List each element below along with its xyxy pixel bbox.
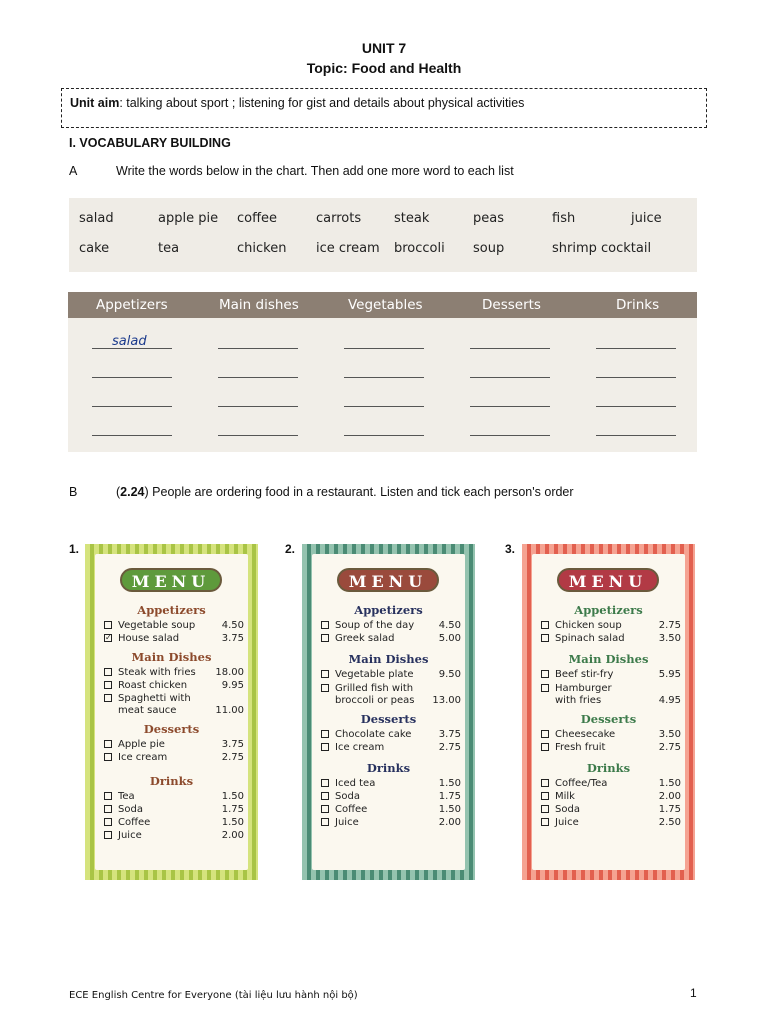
unit-aim-text: : talking about sport ; listening for gist and details about physical activities <box>119 96 525 110</box>
item-name: Milk <box>555 791 575 802</box>
item-price: 18.00 <box>215 667 244 678</box>
menu-card-2 <box>302 544 475 880</box>
checkbox[interactable] <box>104 753 112 761</box>
answer-blank[interactable] <box>596 435 676 436</box>
checkbox[interactable] <box>541 792 549 800</box>
unit-aim-box <box>61 88 707 128</box>
menu-number-3: 3. <box>505 542 516 556</box>
col-vegetables: Vegetables <box>348 297 423 313</box>
item-price: 5.00 <box>438 633 461 644</box>
menu-number-2: 2. <box>285 542 296 556</box>
answer-blank[interactable] <box>470 377 550 378</box>
checkbox[interactable] <box>321 805 329 813</box>
item-price: 2.75 <box>221 752 244 763</box>
checkbox[interactable] <box>321 743 329 751</box>
col-main-dishes: Main dishes <box>219 297 299 313</box>
answer-blank[interactable] <box>218 377 298 378</box>
checkbox[interactable] <box>541 634 549 642</box>
checkbox[interactable] <box>321 730 329 738</box>
checkbox[interactable] <box>541 621 549 629</box>
item-name-line2: with fries <box>555 695 602 706</box>
item-price: 3.75 <box>221 739 244 750</box>
item-name: Soda <box>118 804 143 815</box>
item-price: 3.50 <box>658 729 681 740</box>
item-name: Hamburger <box>555 683 612 694</box>
menu-title-badge: MENU <box>337 568 439 592</box>
item-name: Soda <box>555 804 580 815</box>
checkbox[interactable] <box>104 668 112 676</box>
word-salad: salad <box>79 211 114 226</box>
word-fish: fish <box>552 211 576 226</box>
col-desserts: Desserts <box>482 297 541 313</box>
task-b-letter: B <box>69 485 78 499</box>
checkbox[interactable] <box>321 634 329 642</box>
item-name: Greek salad <box>335 633 395 644</box>
item-name: Juice <box>335 817 359 828</box>
item-name-line2: meat sauce <box>118 705 177 716</box>
example-answer: salad <box>112 334 147 349</box>
item-name: Chocolate cake <box>335 729 412 740</box>
checkbox[interactable] <box>104 831 112 839</box>
vocabulary-chart <box>68 292 697 452</box>
category-appetizers: Appetizers <box>574 603 643 617</box>
checkbox[interactable] <box>104 792 112 800</box>
item-name: Fresh fruit <box>555 742 606 753</box>
item-price: 9.50 <box>438 669 461 680</box>
answer-blank[interactable] <box>470 435 550 436</box>
menu-card-body <box>95 554 248 870</box>
item-price: 9.95 <box>221 680 244 691</box>
item-name: Steak with fries <box>118 667 196 678</box>
item-price: 2.75 <box>658 620 681 631</box>
item-name: Beef stir-fry <box>555 669 614 680</box>
word-bank <box>69 198 697 272</box>
item-price: 2.75 <box>438 742 461 753</box>
item-name: Ice cream <box>335 742 385 753</box>
checkbox[interactable] <box>541 670 549 678</box>
task-a-text: Write the words below in the chart. Then add one more word to each list <box>116 164 514 178</box>
answer-blank[interactable] <box>596 377 676 378</box>
menu-title-badge: MENU <box>120 568 222 592</box>
menu-card-body <box>532 554 685 870</box>
answer-blank[interactable] <box>218 435 298 436</box>
page-footer: ECE English Centre for Everyone (tài liệu lưu hành nội bộ) <box>69 990 358 1001</box>
item-price: 5.95 <box>658 669 681 680</box>
word-shrimp-cocktail: shrimp cocktail <box>552 241 652 256</box>
menu-title-badge: MENU <box>557 568 659 592</box>
item-price: 2.00 <box>658 791 681 802</box>
word-steak: steak <box>394 211 430 226</box>
checkbox[interactable] <box>104 740 112 748</box>
topic-title: Topic: Food and Health <box>306 60 462 76</box>
answer-blank[interactable] <box>470 348 550 349</box>
item-price: 3.75 <box>438 729 461 740</box>
checkbox[interactable] <box>541 684 549 692</box>
checkbox[interactable] <box>321 684 329 692</box>
category-drinks: Drinks <box>366 761 411 775</box>
item-name: Juice <box>118 830 142 841</box>
checkbox[interactable] <box>104 694 112 702</box>
item-name: Coffee <box>335 804 368 815</box>
word-juice: juice <box>631 211 662 226</box>
item-name: Cheesecake <box>555 729 616 740</box>
item-price: 4.50 <box>438 620 461 631</box>
category-desserts: Desserts <box>143 722 200 736</box>
item-name: Spaghetti with <box>118 693 191 704</box>
item-price: 3.75 <box>221 633 244 644</box>
task-a-letter: A <box>69 164 78 178</box>
answer-blank[interactable] <box>596 406 676 407</box>
word-peas: peas <box>473 211 504 226</box>
item-price: 13.00 <box>432 695 461 706</box>
checkbox[interactable] <box>104 805 112 813</box>
item-name: Ice cream <box>118 752 168 763</box>
answer-blank[interactable] <box>344 406 424 407</box>
word-chicken: chicken <box>237 241 287 256</box>
answer-blank[interactable] <box>344 435 424 436</box>
category-main-dishes: Main Dishes <box>131 650 212 664</box>
checkbox[interactable] <box>321 818 329 826</box>
chart-header <box>68 292 697 318</box>
checkbox[interactable] <box>321 621 329 629</box>
item-name: Apple pie <box>118 739 165 750</box>
word-ice-cream: ice cream <box>316 241 380 256</box>
item-name: Soda <box>335 791 360 802</box>
word-tea: tea <box>158 241 180 256</box>
word-apple-pie: apple pie <box>158 211 219 226</box>
item-name: House salad <box>118 633 180 644</box>
item-price: 2.50 <box>658 817 681 828</box>
item-name: Coffee/Tea <box>555 778 608 789</box>
audio-track-code: 2.24 <box>120 485 145 499</box>
checkbox-checked[interactable]: ✓ <box>105 633 112 642</box>
checkbox[interactable] <box>104 621 112 629</box>
col-appetizers: Appetizers <box>96 297 168 313</box>
item-price: 4.95 <box>658 695 681 706</box>
section-title: I. VOCABULARY BUILDING <box>69 136 231 150</box>
answer-blank[interactable] <box>92 377 172 378</box>
word-cake: cake <box>79 241 110 256</box>
category-desserts: Desserts <box>580 712 637 726</box>
answer-blank[interactable] <box>596 348 676 349</box>
category-appetizers: Appetizers <box>137 603 206 617</box>
word-carrots: carrots <box>316 211 362 226</box>
item-name: Juice <box>555 817 579 828</box>
item-price: 1.75 <box>658 804 681 815</box>
word-coffee: coffee <box>237 211 278 226</box>
item-price: 2.00 <box>438 817 461 828</box>
item-price: 11.00 <box>215 705 244 716</box>
unit-title: UNIT 7 <box>361 40 407 56</box>
unit-aim-label: Unit aim <box>70 96 120 110</box>
checkbox[interactable] <box>541 743 549 751</box>
item-price: 3.50 <box>658 633 681 644</box>
item-name: Grilled fish with <box>335 683 414 694</box>
checkbox[interactable] <box>541 805 549 813</box>
menu-card-1 <box>85 544 258 880</box>
checkbox[interactable] <box>104 681 112 689</box>
answer-blank[interactable] <box>92 406 172 407</box>
item-price: 1.50 <box>221 817 244 828</box>
answer-blank[interactable] <box>470 406 550 407</box>
item-name: Chicken soup <box>555 620 622 631</box>
checkbox[interactable] <box>321 670 329 678</box>
checkbox[interactable] <box>321 792 329 800</box>
checkbox[interactable] <box>541 730 549 738</box>
task-b-text: (2.24) People are ordering food in a restaurant. Listen and tick each person's order <box>116 485 574 499</box>
col-drinks: Drinks <box>616 297 660 313</box>
task-b-instructions: ) People are ordering food in a restaurant. Listen and tick each person's order <box>144 485 574 499</box>
checkbox[interactable] <box>541 818 549 826</box>
item-price: 4.50 <box>221 620 244 631</box>
item-name: Iced tea <box>335 778 376 789</box>
checkbox[interactable] <box>104 818 112 826</box>
item-name: Coffee <box>118 817 151 828</box>
menu-card-3 <box>522 544 695 880</box>
item-price: 1.50 <box>221 791 244 802</box>
item-name: Roast chicken <box>118 680 188 691</box>
category-main-dishes: Main Dishes <box>348 652 429 666</box>
item-name: Spinach salad <box>555 633 625 644</box>
category-appetizers: Appetizers <box>354 603 423 617</box>
page-header <box>0 38 768 78</box>
checkbox[interactable] <box>321 779 329 787</box>
item-price: 1.75 <box>221 804 244 815</box>
menu-card-body <box>312 554 465 870</box>
item-name: Soup of the day <box>335 620 415 631</box>
word-broccoli: broccoli <box>394 241 445 256</box>
menu-number-1: 1. <box>69 542 80 556</box>
category-main-dishes: Main Dishes <box>568 652 649 666</box>
item-name: Tea <box>118 791 135 802</box>
page-number: 1 <box>690 986 697 1000</box>
answer-blank[interactable] <box>344 348 424 349</box>
item-name: Vegetable soup <box>118 620 196 631</box>
item-price: 1.50 <box>438 778 461 789</box>
item-price: 1.75 <box>438 791 461 802</box>
answer-blank[interactable] <box>92 348 172 349</box>
answer-blank[interactable] <box>344 377 424 378</box>
word-soup: soup <box>473 241 505 256</box>
answer-blank[interactable] <box>218 348 298 349</box>
answer-blank[interactable] <box>92 435 172 436</box>
item-name-line2: broccoli or peas <box>335 695 415 706</box>
item-price: 2.75 <box>658 742 681 753</box>
item-price: 1.50 <box>438 804 461 815</box>
answer-blank[interactable] <box>218 406 298 407</box>
item-price: 1.50 <box>658 778 681 789</box>
item-name: Vegetable plate <box>335 669 414 680</box>
item-price: 2.00 <box>221 830 244 841</box>
checkbox[interactable] <box>541 779 549 787</box>
category-drinks: Drinks <box>149 774 194 788</box>
category-desserts: Desserts <box>360 712 417 726</box>
category-drinks: Drinks <box>586 761 631 775</box>
